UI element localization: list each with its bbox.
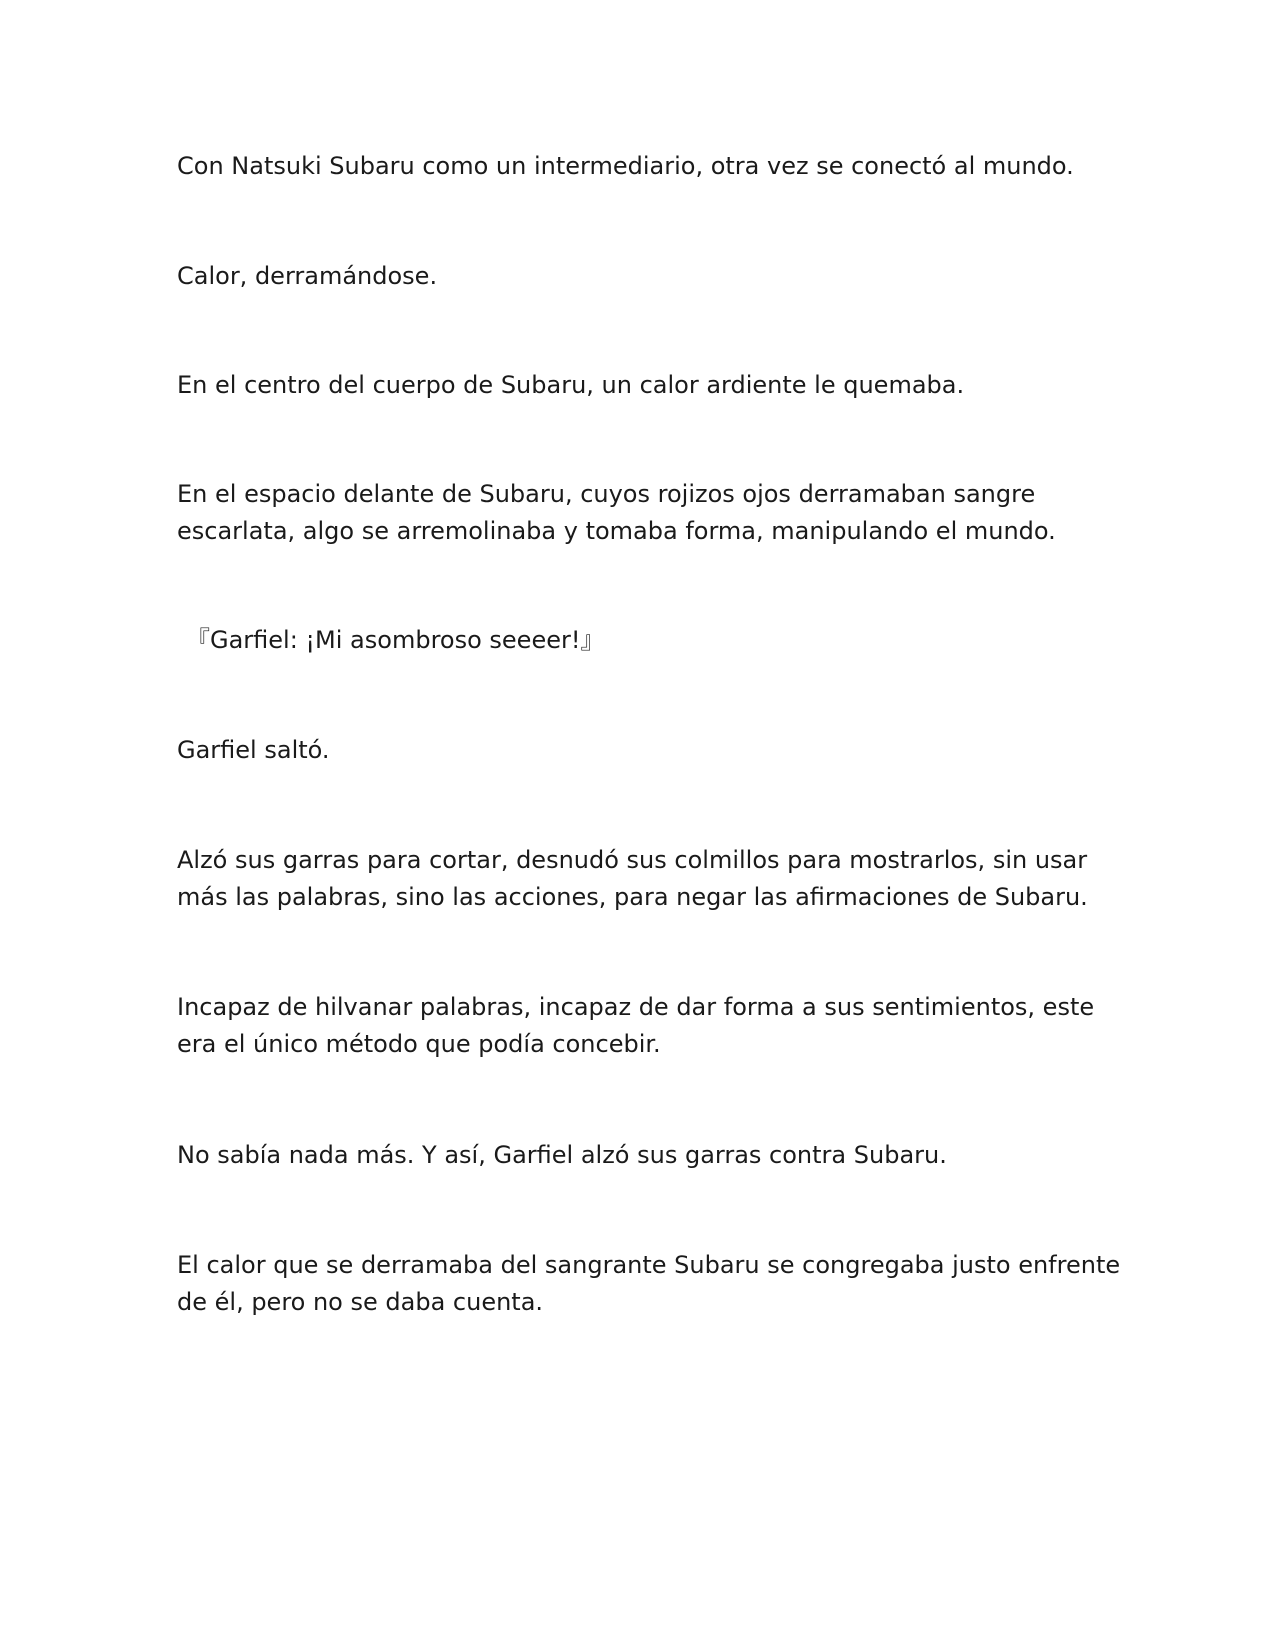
text-line: No sabía nada más. Y así, Garfiel alzó sus garras contra Subaru. [177, 1141, 947, 1169]
text-line: Con Natsuki Subaru como un intermediario, otra vez se conectó al mundo. [177, 152, 1074, 180]
paragraph-7 [177, 842, 1137, 916]
text-line: escarlata, algo se arremolinaba y tomaba forma, manipulando el mundo. [177, 517, 1056, 545]
paragraph-9 [177, 1137, 1137, 1174]
dialogue-line [186, 622, 1146, 659]
text-line: El calor que se derramaba del sangrante Subaru se congregaba justo enfrente [177, 1251, 1121, 1279]
paragraph-8 [177, 989, 1137, 1063]
text-line: En el centro del cuerpo de Subaru, un calor ardiente le quemaba. [177, 371, 965, 399]
paragraph-1 [177, 148, 1137, 185]
paragraph-10 [177, 1247, 1137, 1321]
text-line: era el único método que podía concebir. [177, 1030, 661, 1058]
text-line: Alzó sus garras para cortar, desnudó sus colmillos para mostrarlos, sin usar [177, 846, 1088, 874]
text-line: de él, pero no se daba cuenta. [177, 1288, 544, 1316]
paragraph-6 [177, 732, 1137, 769]
text-line: En el espacio delante de Subaru, cuyos rojizos ojos derramaban sangre [177, 480, 1036, 508]
paragraph-2 [177, 258, 1137, 295]
text-line: Calor, derramándose. [177, 262, 438, 290]
text-line: 『Garfiel: ¡Mi asombroso seeeer!』 [186, 626, 605, 654]
text-line: Incapaz de hilvanar palabras, incapaz de dar forma a sus sentimientos, este [177, 993, 1095, 1021]
paragraph-4 [177, 476, 1137, 550]
text-line: Garfiel saltó. [177, 736, 330, 764]
paragraph-3 [177, 367, 1137, 404]
text-line: más las palabras, sino las acciones, para negar las afirmaciones de Subaru. [177, 883, 1088, 911]
